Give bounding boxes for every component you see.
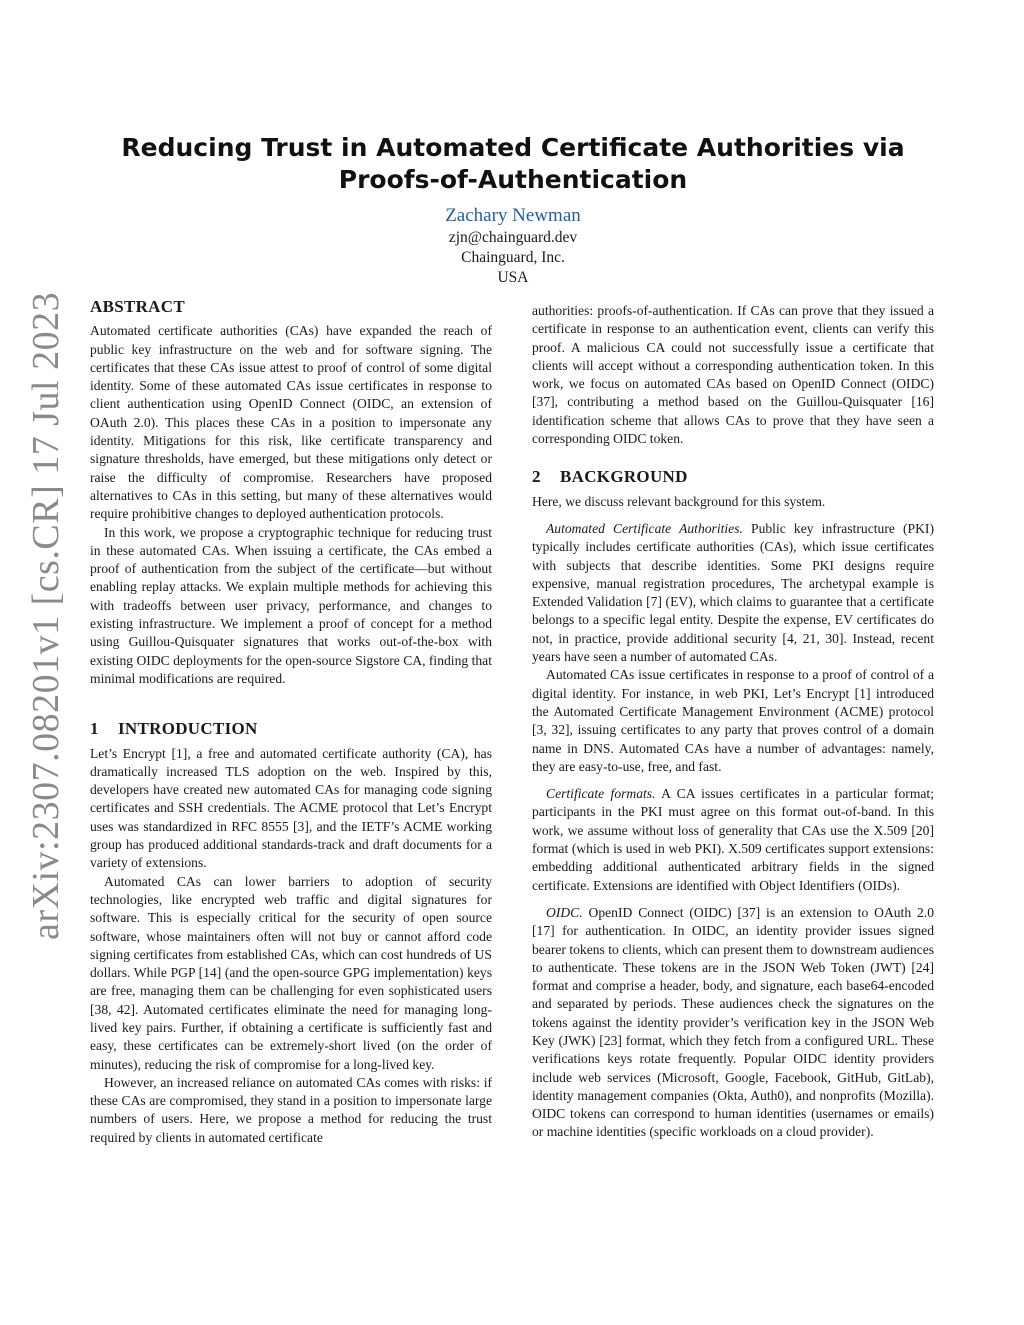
background-heading	[532, 468, 934, 486]
runin-heading-certificate-formats: Certificate formats.	[546, 786, 656, 802]
oidc-text: OpenID Connect (OIDC) [37] is an extension to OAuth 2.0 [17] for authentication. In OIDC, an identity provider issues signed bearer tokens to clients, which can present them to downstream audiences to authenticate. These tokens are in the JSON Web Token (JWT) [24] format and comprise a header, body, and signature, each base64-encoded and separated by periods. These audiences check the signatures on the tokens against the identity provider’s verification key in the JSON Web Key (JWK) [23] format, which they fetch from a configured URL. These verifications keys rotate frequently. Popular OIDC identity providers include web services (Microsoft, Google, Facebook, GitHub, GitLab), identity management companies (Okta, Auth0), and nonprofits (Mozilla). OIDC tokens can correspond to human identities (usernames or emails) or machine identities (specific workloads on a cloud provider).	[532, 904, 935, 1140]
certificate-formats-text: A CA issues certificates in a particular format; participants in the PKI must agree on this format out-of-band. In this work, we assume without loss of generality that CAs use the X.509 [20] format (which is used in web PKI). X.509 certificates support extensions: embedding additional authenticated arbitrary fields in the signed certificate. Extensions are identified with Object Identifiers (OIDs).	[532, 786, 934, 893]
automated-ca-text-1: Public key infrastructure (PKI) typically includes certificate authorities (CAs), which issue certificates with subjects that describe identities. Some PKI designs require expensive, manual registration procedures, The archetypal example is Extended Validation [7] (EV), which claims to guarantee that a certificate belongs to a specific legal entity. Despite the expense, EV certificates do not, in practice, provide additional security [4, 21, 30]. Instead, recent years have seen a number of automated CAs.	[532, 520, 934, 665]
paper-title	[90, 132, 936, 196]
right-column	[532, 302, 934, 1142]
runin-heading-automated-ca: Automated Certificate Authorities.	[546, 520, 743, 536]
automated-ca-paragraph-1	[532, 520, 934, 666]
author-email: zjn@chainguard.dev	[448, 229, 578, 246]
author-country: USA	[497, 269, 529, 286]
title-line-2: Proofs-of-Authentication	[338, 165, 688, 194]
runin-heading-oidc: OIDC.	[546, 904, 583, 920]
oidc-paragraph	[532, 904, 934, 1142]
automated-ca-paragraph-2: Automated CAs issue certificates in response to a proof of control of a digital identity. For instance, in web PKI, Let’s Encrypt [1] introduced the Automated Certificate Management Environment (ACME) protocol [3, 32], issuing certificates to any party that proves control of a domain name in DNS. Automated CAs have a number of advantages: namely, they are easy-to-use, free, and fast.	[532, 667, 934, 774]
section-number: 2	[532, 467, 541, 487]
author-organization: Chainguard, Inc.	[461, 249, 565, 266]
background-intro: Here, we discuss relevant background for this system.	[532, 493, 826, 509]
left-column	[90, 298, 492, 1147]
section-title: INTRODUCTION	[118, 719, 258, 739]
introduction-heading	[90, 720, 492, 738]
intro-continuation: authorities: proofs-of-authentication. If CAs can prove that they issued a certificate in response to an authentication event, clients can verify this proof. A malicious CA could not successfully issue a certificate that clients will accept without a corresponding authentication token. In this work, we focus on automated CAs based on OpenID Connect (OIDC) [37], contributing a method based on the Guillou-Quisquater [16] identification scheme that allows CAs to prove that they have seen a corresponding OIDC token.	[532, 303, 934, 447]
abstract-paragraph-2: In this work, we propose a cryptographic technique for reducing trust in these automated CAs. When issuing a certificate, the CAs embed a proof of authentication from the subject of the certificate—but without enabling replay attacks. We explain multiple methods for achieving this with tradeoffs between user privacy, performance, and changes to existing infrastructure. We implement a proof of concept for a method using Guillou-Quisquater signatures that works out-of-the-box with existing OIDC deployments for the open-source Sigstore CA, finding that minimal modifications are required.	[90, 524, 492, 686]
intro-paragraph-1: Let’s Encrypt [1], a free and automated certificate authority (CA), has dramatically increased TLS adoption on the web. Inspired by this, developers have created new automated CAs for managing code signing certificates and SSH credentials. The ACME protocol that Let’s Encrypt uses was standardized in RFC 8555 [3], and the IETF’s ACME working group has produced additional standards-track and draft documents for a variety of extensions.	[90, 745, 492, 871]
section-title: BACKGROUND	[560, 467, 688, 487]
arxiv-identifier: arXiv:2307.08201v1 [cs.CR] 17 Jul 2023	[25, 291, 67, 940]
intro-paragraph-3: However, an increased reliance on automated CAs comes with risks: if these CAs are compromised, they stand in a position to impersonate large numbers of users. Here, we propose a method for reducing the trust required by clients in automated certificate	[90, 1074, 492, 1145]
author-name[interactable]: Zachary Newman	[445, 205, 581, 226]
section-number: 1	[90, 719, 99, 739]
title-line-1: Reducing Trust in Automated Certificate Authorities via	[121, 133, 905, 162]
intro-paragraph-2: Automated CAs can lower barriers to adoption of security technologies, like encrypted web traffic and digital signatures for software. This is especially critical for the security of open source software, whose maintainers often will not buy or cannot afford code signing certificates from established CAs, which can cost hundreds of US dollars. While PGP [14] (and the open-source GPG implementation) keys are free, managing them can be challenging for even sophisticated users [38, 42]. Automated certificates eliminate the need for managing long-lived key pairs. Further, if obtaining a certificate is sufficiently fast and easy, these certificates can be extremely-short lived (on the order of minutes), reducing the risk of compromise for a long-lived key.	[90, 873, 492, 1072]
certificate-formats-paragraph	[532, 785, 934, 895]
abstract-paragraph-1: Automated certificate authorities (CAs) have expanded the reach of public key infrastructure on the web and for software signing. The certificates that these CAs issue attest to proof of control of some digital identity. Some of these automated CAs issue certificates in response to client authentication using OpenID Connect (OIDC, an extension of OAuth 2.0). This places these CAs in a position to impersonate any identity. Mitigations for this risk, like certificate transparency and signature thresholds, have emerged, but these mitigations only detect or raise the difficulty of compromise. Researchers have proposed alternatives to CAs in this setting, but many of these alternatives would require prohibitive changes to deployed authentication protocols.	[90, 323, 492, 522]
abstract-heading: ABSTRACT	[90, 297, 185, 316]
paper-header	[90, 132, 936, 288]
